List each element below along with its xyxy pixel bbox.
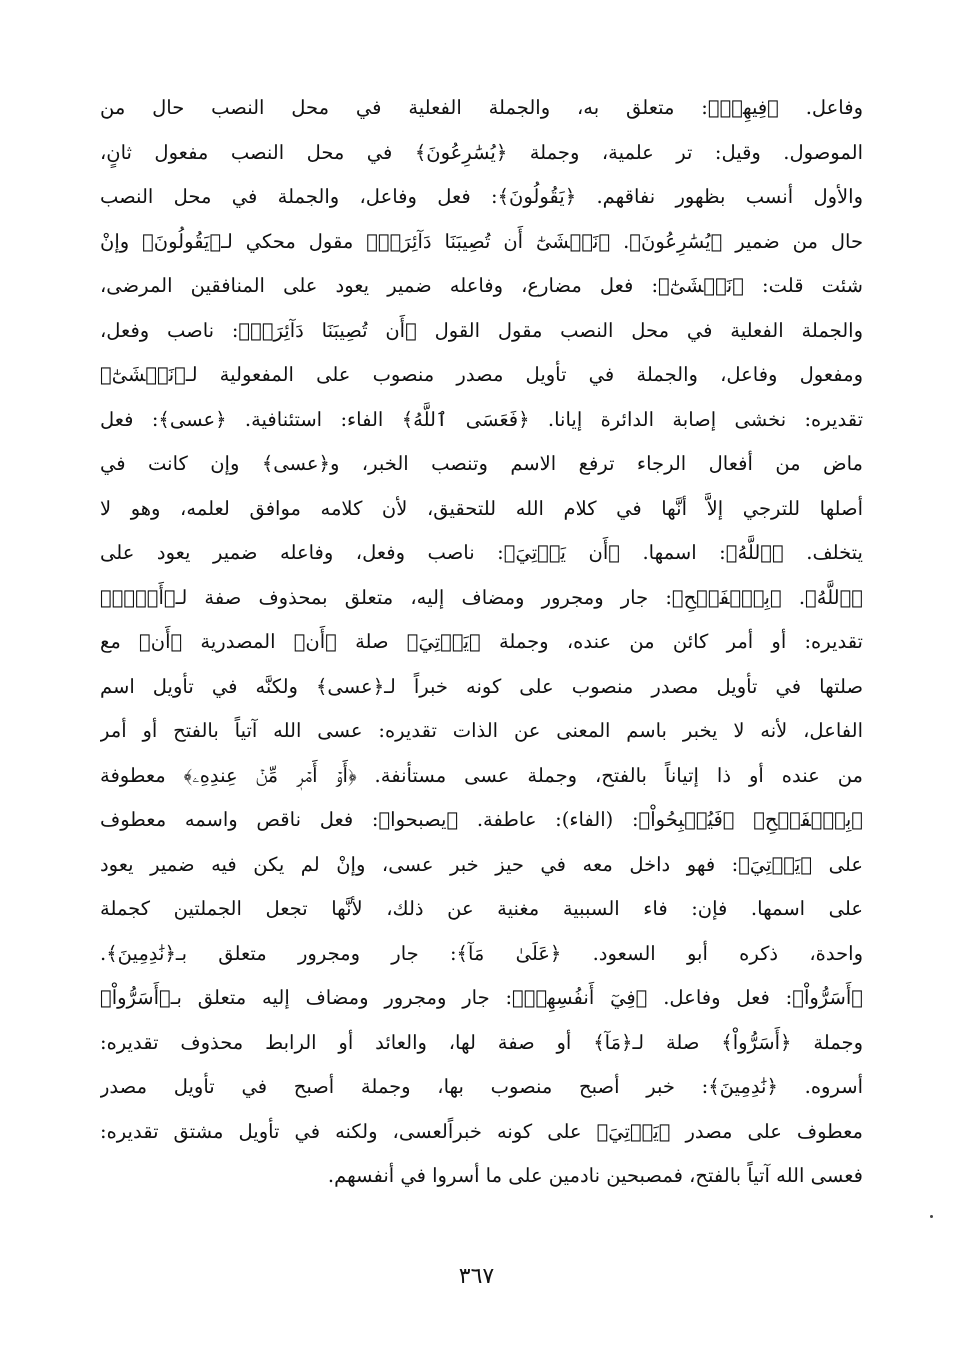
text-line: والجملة الفعلية في محل النصب مقول القول ﴿أَن تُصِيبَنَا دَآئِرَةٞ﴾: ناصب وفعل،: [100, 318, 863, 342]
text-line: وجملة ﴿أَسَرُّواْ﴾ صلة لـ﴿مَآ﴾ أو صفة لها، والعائد أو الرابط محذوف تقديره:: [100, 1030, 863, 1054]
text-line: ومفعول وفاعل، والجملة في تأويل مصدر منصوب على المفعولية لـ﴿نَخۡشَىٰٓ﴾: [100, 363, 863, 386]
text-line: يتخلف. ﴿ٱللَّهُ﴾: اسمها. ﴿أَن يَأۡتِيَ﴾: ناصب وفعل، وفاعله ضمير يعود على: [100, 541, 863, 564]
text-line: تقديره: أو أمر كائن من عنده، وجملة ﴿يَأۡتِيَ﴾ صلة ﴿أَن﴾ المصدرية ﴿أَن﴾ مع: [100, 630, 863, 653]
text-line: وفاعل. ﴿فِيهِمۡ﴾: متعلق به، والجملة الفعلية في محل النصب حال من: [100, 96, 863, 119]
text-line: ماض من أفعال الرجاء ترفع الاسم وتنصب الخبر، و﴿عسى﴾ وإن كانت في: [100, 452, 863, 475]
text-line: فعسى الله آتياً بالفتح، فمصبحين نادمين على ما أسروا في أنفسهم.: [327, 1164, 863, 1187]
text-line: والأول أنسب بظهور نفاقهم. ﴿يَقُولُونَ﴾: فعل وفاعل، والجملة في محل النصب: [100, 185, 863, 208]
text-line: واحدة، ذكره أبو السعود. ﴿عَلَىٰ مَآ﴾: جار ومجرور متعلق بـ﴿نَٰدِمِينَ﴾.: [100, 941, 863, 965]
text-line: معطوف على مصدر ﴿يَأۡتِيَ﴾ على كونه خبراًلعسى، ولكنه في تأويل مشتق تقديره:: [100, 1119, 863, 1143]
text-line: صلتها في تأويل مصدر منصوب على كونه خبراً لـ﴿عسى﴾ ولكنَّه في تأويل اسم: [100, 674, 863, 698]
text-line: على ﴿يَأۡتِيَ﴾: فهو داخل معه في حيز خبر عسى، وإنْ لم يكن فيه ضمير يعود: [100, 852, 863, 876]
text-line: شئت قلت: ﴿نَخۡشَىٰٓ﴾: فعل مضارع، وفاعله ضمير يعود على المنافقين المرضى،: [100, 274, 863, 297]
text-line: الفاعل، لأنه لا يخبر باسم المعنى عن الذات تقديره: عسى الله آتياً بالفتح أو أمر: [100, 719, 863, 742]
body-text: [100, 86, 863, 1199]
text-line: تقديره: نخشى إصابة الدائرة إيانا. ﴿فَعَسَى ٱللَّهُ﴾ الفاء: استئنافية. ﴿عسى﴾: فعل: [100, 407, 863, 431]
text-line: حال من ضمير ﴿يُسَٰرِعُونَ﴾. ﴿نَخۡشَىٰٓ أَن تُصِيبَنَا دَآئِرَةٞ﴾ مقول محكي لـ﴿يَقُولُونَ﴾ وإنْ: [100, 229, 863, 253]
text-line: على اسمها. فإن: فاء السببية مغنية عن ذلك، لأنَّها تجعل الجملتين كجملة: [100, 897, 863, 920]
text-line: ﴿بِٱلۡفَتۡحِ﴾ ﴿فَيُصۡبِحُواْ﴾: (الفاء): عاطفة. ﴿يصبحوا﴾: فعل ناقص واسمه معطوف: [100, 808, 863, 831]
text-line: ﴿أَسَرُّواْ﴾: فعل وفاعل. ﴿فِيٓ أَنفُسِهِمۡ﴾: جار ومجرور ومضاف إليه متعلق بـ﴿أَسَرُّواْ﴾: [100, 986, 863, 1009]
text-line: أصلها للترجي إلاَّ أنَّها في كلام الله للتحقيق، لأن كلامه موافق لعلمه، وهو لا: [100, 496, 863, 520]
text-line: من عنده أو ذا إتياناً بالفتح، وجملة عسى مستأنفة. ﴿أَوۡ أَمۡرٖ مِّنۡ عِندِهِۦ﴾ معطوفة: [100, 763, 863, 787]
text-line: ﴿ٱللَّهُ﴾. ﴿بِٱلۡفَتۡحِ﴾: جار ومجرور ومضاف إليه، متعلق بمحذوف صفة لـ﴿أَمۡرٖ﴾: [100, 585, 863, 609]
text-line: الموصول. وقيل: تر علمية، وجملة ﴿يُسَٰرِعُونَ﴾ في محل النصب مفعول ثانٍ،: [100, 140, 863, 164]
page-number: ٣٦٧: [458, 1264, 495, 1289]
scan-speck: [930, 1215, 933, 1218]
text-line: أسروه. ﴿نَٰدِمِينَ﴾: خبر أصبح منصوب بها، وجملة أصبح في تأويل مصدر: [100, 1075, 863, 1098]
